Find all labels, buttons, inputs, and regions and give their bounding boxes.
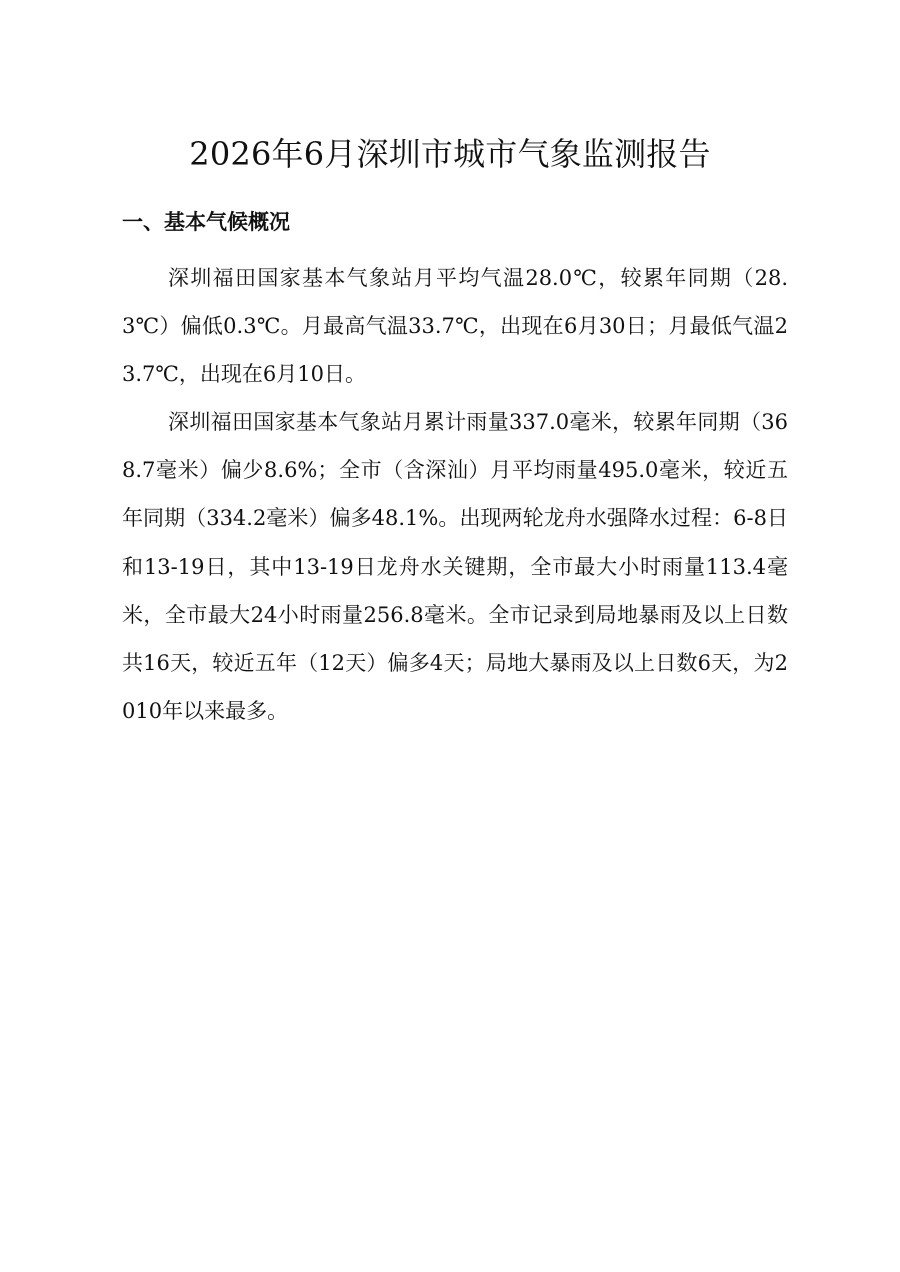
document-title: 2026年6月深圳市城市气象监测报告	[189, 135, 711, 173]
paragraph-rainfall: 深圳福田国家基本气象站月累计雨量337.0毫米，较累年同期（368.7毫米）偏少8.6%；全市（含深汕）月平均雨量495.0毫米，较近五年同期（334.2毫米）偏多48.1%。出现两轮龙舟水强降水过程：6-8日和13-19日，其中13-19日龙舟水关键期，全市最大小时雨量113.4毫米，全市最大24小时雨量256.8毫米。全市记录到局地暴雨及以上日数共16天，较近五年（12天）偏多4天；局地大暴雨及以上日数6天，为2010年以来最多。	[122, 410, 788, 724]
section-heading: 一、基本气候概况	[122, 210, 290, 234]
paragraph-temperature: 深圳福田国家基本气象站月平均气温28.0℃，较累年同期（28.3℃）偏低0.3℃。月最高气温33.7℃，出现在6月30日；月最低气温23.7℃，出现在6月10日。	[122, 266, 788, 387]
